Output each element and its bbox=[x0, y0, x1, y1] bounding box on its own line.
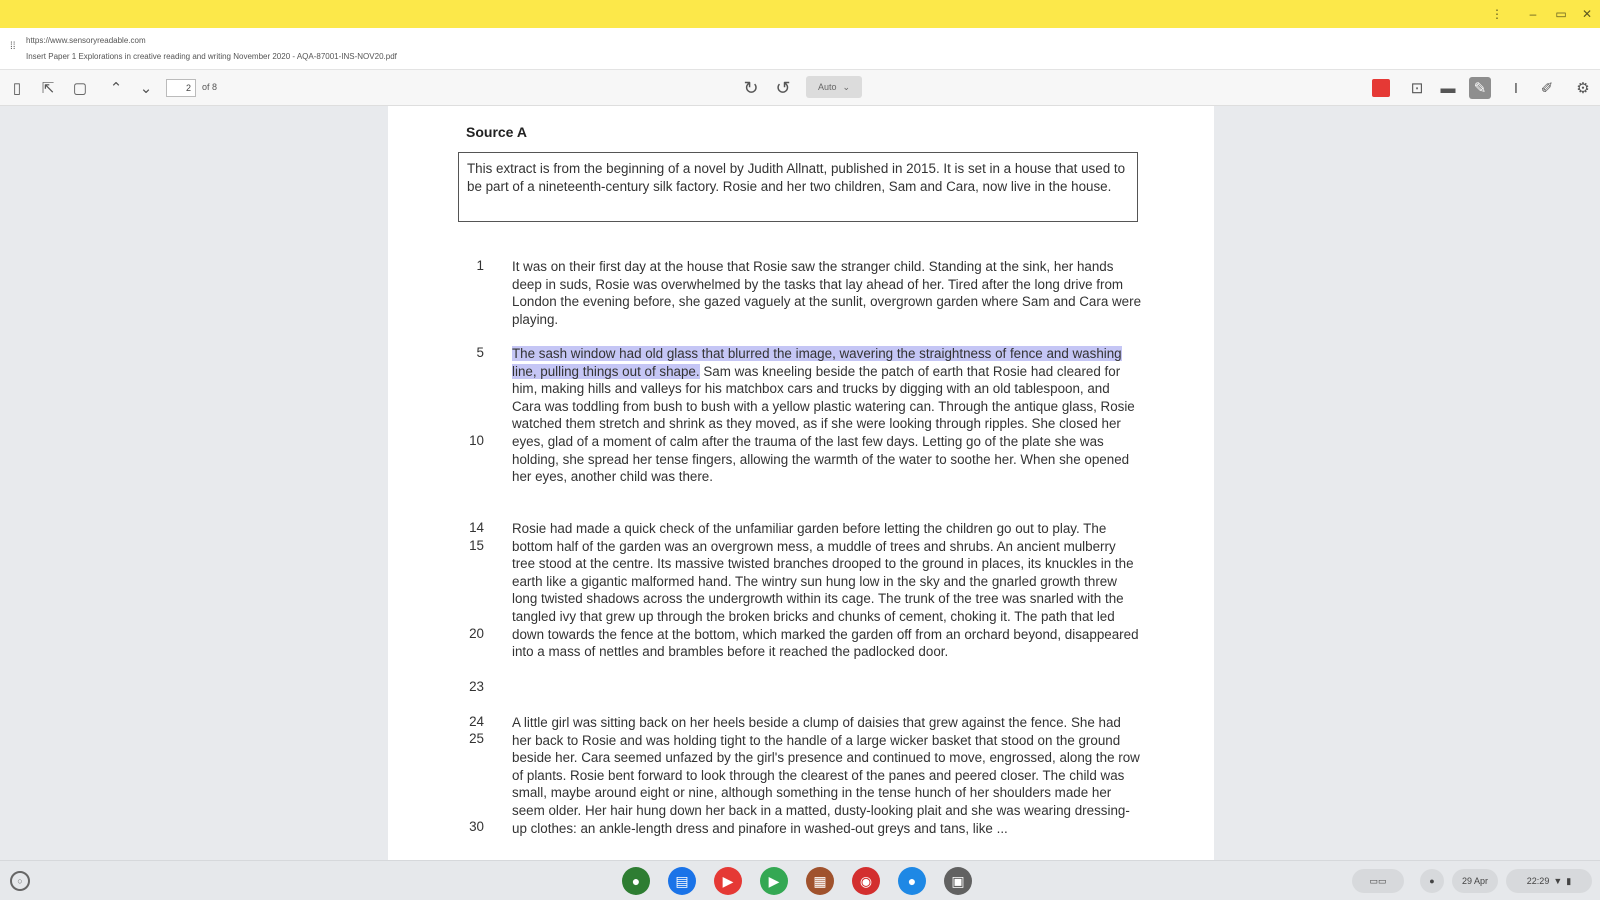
line-number: 15 bbox=[469, 538, 484, 553]
rotate-ccw-icon[interactable]: ↺ bbox=[775, 77, 791, 98]
do-not-disturb-icon[interactable]: ● bbox=[1420, 869, 1444, 893]
launcher-icon[interactable]: ○ bbox=[10, 871, 30, 891]
tool-b-icon[interactable]: ▬ bbox=[1440, 79, 1456, 97]
status-area[interactable] bbox=[1506, 869, 1592, 893]
zoom-select[interactable] bbox=[806, 76, 862, 98]
app-grid-icon[interactable]: ⁞⁞ bbox=[10, 41, 16, 52]
line-number: 25 bbox=[469, 731, 484, 746]
zoom-label: Auto bbox=[817, 82, 837, 92]
shelf bbox=[0, 860, 1600, 900]
camera-icon[interactable]: ◉ bbox=[852, 867, 880, 895]
up-icon[interactable]: ⌃ bbox=[109, 80, 123, 97]
window-titlebar bbox=[0, 0, 1600, 28]
intro-box: This extract is from the beginning of a novel by Judith Allnatt, published in 2015. It is set in a house that used to be part of a nineteenth-century silk factory. Rosie and her two children, Sam and Cara, now live in the house. bbox=[458, 152, 1138, 222]
more-icon[interactable]: ⋮ bbox=[1491, 7, 1503, 21]
rotate-cw-icon[interactable]: ↻ bbox=[743, 77, 759, 98]
sidebar-icon[interactable]: ▯ bbox=[12, 80, 22, 97]
down-icon[interactable]: ⌄ bbox=[139, 80, 153, 97]
pen-icon[interactable]: ✐ bbox=[1540, 80, 1554, 97]
chrome-icon[interactable]: ● bbox=[622, 867, 650, 895]
play-store-icon[interactable]: ▶ bbox=[760, 867, 788, 895]
minimize-icon[interactable]: – bbox=[1529, 7, 1537, 21]
printer-icon[interactable]: ▣ bbox=[944, 867, 972, 895]
page-url[interactable]: https://www.sensoryreadable.com bbox=[26, 36, 146, 45]
pdf-page[interactable] bbox=[388, 106, 1214, 860]
date-label[interactable]: 29 Apr bbox=[1452, 869, 1498, 893]
close-icon[interactable]: ✕ bbox=[1581, 7, 1593, 21]
maximize-icon[interactable]: ▭ bbox=[1555, 7, 1567, 21]
paragraph-3: Rosie had made a quick check of the unfamiliar garden before letting the children go out to play. The bottom half of the garden was an overgrown mess, a muddle of trees and shrubs. An ancient mulberry tree stood at the centre. Its massive twisted branches drooped to the ground in places, its knuckles in the earth like a gigantic malformed hand. The wintry sun hung low in the sky and the gnarled growth threw long twisted shadows across the undergrowth within its cage. The trunk of the tree was snarled with the tangled ivy that grew up through the broken bricks and chunks of cement, choking it. The path that led down towards the fence at the bottom, which marked the garden off from an orchard beyond, disappeared into a mass of nettles and brambles before it reached the padlocked door. bbox=[512, 521, 1139, 660]
source-title: Source A bbox=[466, 124, 527, 140]
open-icon[interactable]: ⇱ bbox=[41, 80, 55, 97]
clock: 22:29 bbox=[1526, 876, 1550, 886]
document-viewport[interactable] bbox=[0, 106, 1600, 860]
page-count: of 8 bbox=[202, 82, 218, 92]
line-number: 14 bbox=[469, 520, 484, 535]
battery-icon: ▮ bbox=[1566, 875, 1572, 886]
paragraph-2 bbox=[512, 345, 1142, 486]
paragraph-1: It was on their first day at the house that Rosie saw the stranger child. Standing at the sink, her hands deep in suds, Rosie was overwhelmed by the tasks that lay ahead of her. Tired after the long drive from London the evening before, she gazed vaguely at the sunlit, overgrown garden where Sam and Cara were playing. bbox=[512, 259, 1142, 327]
youtube-icon[interactable]: ▶ bbox=[714, 867, 742, 895]
tool-a-icon[interactable]: ⊡ bbox=[1410, 80, 1424, 97]
chevron-down-icon: ⌄ bbox=[842, 81, 851, 92]
pdf-toolbar bbox=[0, 70, 1600, 106]
page-number-input[interactable] bbox=[166, 79, 196, 97]
line-number: 1 bbox=[476, 258, 484, 273]
present-icon[interactable]: ▢ bbox=[72, 80, 88, 97]
wifi-icon: ▼ bbox=[1553, 876, 1563, 886]
tray-icons[interactable]: ▭▭ bbox=[1352, 869, 1404, 893]
color-icon[interactable] bbox=[1372, 79, 1390, 97]
address-bar bbox=[0, 28, 1600, 70]
file-name: Insert Paper 1 Explorations in creative reading and writing November 2020 - AQA-87001-INS-NOV20.pdf bbox=[26, 52, 397, 61]
line-number: 5 bbox=[476, 345, 484, 360]
highlight-icon[interactable]: ✎ bbox=[1469, 77, 1491, 99]
books-icon[interactable]: ▦ bbox=[806, 867, 834, 895]
line-number: 30 bbox=[469, 819, 484, 834]
highlighted-text[interactable]: The sash window had old glass that blurred the image, wavering the straightness of fence and washing line, pulling things out of shape. bbox=[512, 346, 1122, 379]
line-number: 24 bbox=[469, 714, 484, 729]
text-cursor-icon[interactable]: I bbox=[1513, 79, 1519, 97]
line-number: 23 bbox=[469, 679, 484, 694]
gear-icon[interactable]: ⚙ bbox=[1576, 80, 1590, 97]
paragraph-2-text: Sam was kneeling beside the patch of earth that Rosie had cleared for him, making hills and valleys for his matchbox cars and trucks by digging with an old tablespoon, and Cara was toddling from bush to bush with a yellow plastic watering can. Through the antique glass, Rosie watched them stretch and shrink as they moved, as if she were looking through ripples. She closed her eyes, glad of a moment of calm after the trauma of the last few days. Letting go of the plate she was holding, she spread her tense fingers, allowing the warmth of the water to soothe her. When she opened her eyes, another child was there. bbox=[512, 363, 1135, 485]
paragraph-4: A little girl was sitting back on her heels beside a clump of daisies that grew against the fence. She had her back to Rosie and was holding tight to the handle of a large wicker basket that stood on the ground beside her. Cara seemed unfazed by the girl's presence and continued to move, engrossed, along the row of plants. Rosie bent forward to look through the clearest of the panes and peered closer. The child was small, maybe around eight or nine, although something in the tense hunch of her shoulders made her seem older. Her hair hung down her back in a matted, dusty-looking plait and she was wearing dressing-up clothes: an ankle-length dress and pinafore in washed-out greys and tans, like ... bbox=[512, 715, 1140, 836]
line-number: 20 bbox=[469, 626, 484, 641]
line-number: 10 bbox=[469, 433, 484, 448]
messages-icon[interactable]: ● bbox=[898, 867, 926, 895]
docs-icon[interactable]: ▤ bbox=[668, 867, 696, 895]
